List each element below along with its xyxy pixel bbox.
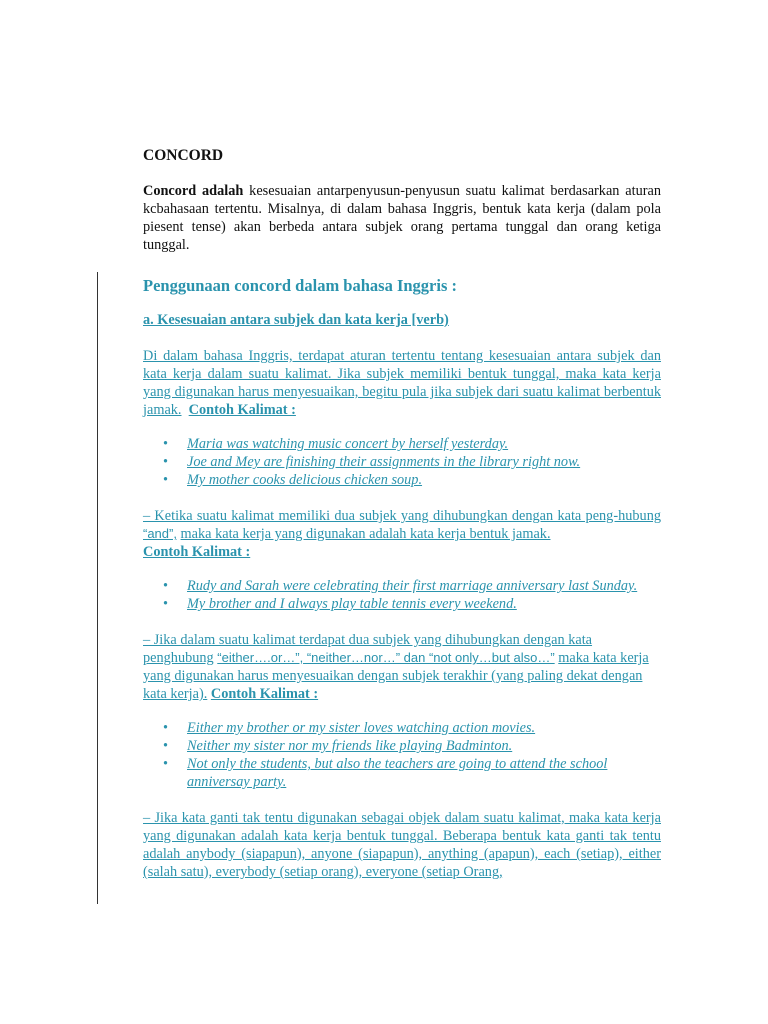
document-body — [143, 147, 661, 881]
paragraph-4-text[interactable]: – Jika kata ganti tak tentu digunakan sebagai objek dalam suatu kalimat, maka kata kerja yang digunakan adalah kata kerja bentuk tunggal. Beberapa bentuk kata ganti tak tentu adalah anybody (siapapun), anyone (siapapun), anything (apapun), each (setiap), either (salah satu), everybody (setiap orang), everyone (setiap Orang, — [143, 810, 661, 880]
bullet-icon: • — [163, 578, 169, 594]
paragraph-2-conjunction[interactable]: “and”, — [143, 526, 177, 541]
example-list-3 — [143, 719, 661, 791]
example-sentence[interactable]: Either my brother or my sister loves watching action movies. — [187, 720, 536, 736]
paragraph-3-conjunctions[interactable]: “either….or…”, “neither…nor…” dan “not only…but also…” — [217, 650, 555, 665]
paragraph-1-text[interactable]: Di dalam bahasa Inggris, terdapat aturan tertentu tentang kesesuaian antara subjek dan kata kerja dalam suatu kalimat. Jika subjek memiliki bentuk tunggal, maka kata kerja yang digunakan harus menyesuaikan, begitu pula jika subjek dari suatu kalimat berbentuk jamak. — [143, 348, 661, 418]
example-sentence[interactable]: Joe and Mey are finishing their assignments in the library right now. — [187, 454, 581, 470]
bullet-icon: • — [163, 472, 169, 488]
example-sentence[interactable]: My mother cooks delicious chicken soup. — [187, 472, 423, 488]
list-item — [163, 435, 661, 453]
example-sentence[interactable]: Neither my sister nor my friends like playing Badminton. — [187, 738, 513, 754]
bullet-icon: • — [163, 720, 169, 736]
example-sentence[interactable]: My brother and I always play table tennis every weekend. — [187, 596, 517, 612]
bullet-icon: • — [163, 436, 169, 452]
example-label-1[interactable]: Contoh Kalimat : — [188, 402, 296, 418]
example-label-2[interactable]: Contoh Kalimat : — [143, 544, 251, 560]
paragraph-3 — [143, 631, 661, 703]
bullet-icon: • — [163, 454, 169, 470]
bullet-icon: • — [163, 756, 169, 772]
intro-paragraph — [143, 182, 661, 254]
margin-change-bar — [97, 272, 98, 904]
paragraph-1 — [143, 347, 661, 419]
example-list-2 — [143, 577, 661, 613]
list-item — [163, 471, 661, 489]
example-sentence[interactable]: Not only the students, but also the teachers are going to attend the school anniversay party. — [187, 756, 608, 790]
example-sentence[interactable]: Rudy and Sarah were celebrating their first marriage anniversary last Sunday. — [187, 578, 638, 594]
subheading-a[interactable]: a. Kesesuaian antara subjek dan kata kerja [verb) — [143, 312, 449, 328]
section-heading: Penggunaan concord dalam bahasa Inggris : — [143, 276, 458, 295]
list-item — [163, 719, 661, 737]
paragraph-2 — [143, 507, 661, 561]
list-item — [163, 453, 661, 471]
example-sentence[interactable]: Maria was watching music concert by herself yesterday. — [187, 436, 509, 452]
paragraph-2-text-a[interactable]: – Ketika suatu kalimat memiliki dua subjek yang dihubungkan dengan kata peng-hubung — [143, 508, 661, 524]
paragraph-2-text-b[interactable]: maka kata kerja yang digunakan adalah kata kerja bentuk jamak. — [180, 526, 551, 542]
paragraph-3-text-b[interactable]: maka kata kerja yang digunakan harus menyesuaikan dengan subjek terakhir (yang paling dekat dengan kata kerja). — [143, 650, 649, 702]
document-title: CONCORD — [143, 147, 224, 164]
bullet-icon: • — [163, 738, 169, 754]
bullet-icon: • — [163, 596, 169, 612]
list-item — [163, 595, 661, 613]
paragraph-3-text-a[interactable]: – Jika dalam suatu kalimat terdapat dua subjek yang dihubungkan dengan kata penghubung — [143, 632, 593, 666]
list-item — [163, 755, 661, 791]
paragraph-4 — [143, 809, 661, 881]
list-item — [163, 737, 661, 755]
list-item — [163, 577, 661, 595]
intro-term: Concord adalah — [143, 183, 244, 199]
example-list-1 — [143, 435, 661, 489]
example-label-3[interactable]: Contoh Kalimat : — [210, 686, 319, 702]
intro-text: kesesuaian antarpenyusun-penyusun suatu kalimat berdasarkan aturan kcbahasaan tertentu. Misalnya, di dalam bahasa Inggris, bentuk kata kerja (dalam pola piesent tense) akan berbeda antara subjek orang pertama tunggal dan orang ketiga tunggal. — [143, 183, 661, 253]
